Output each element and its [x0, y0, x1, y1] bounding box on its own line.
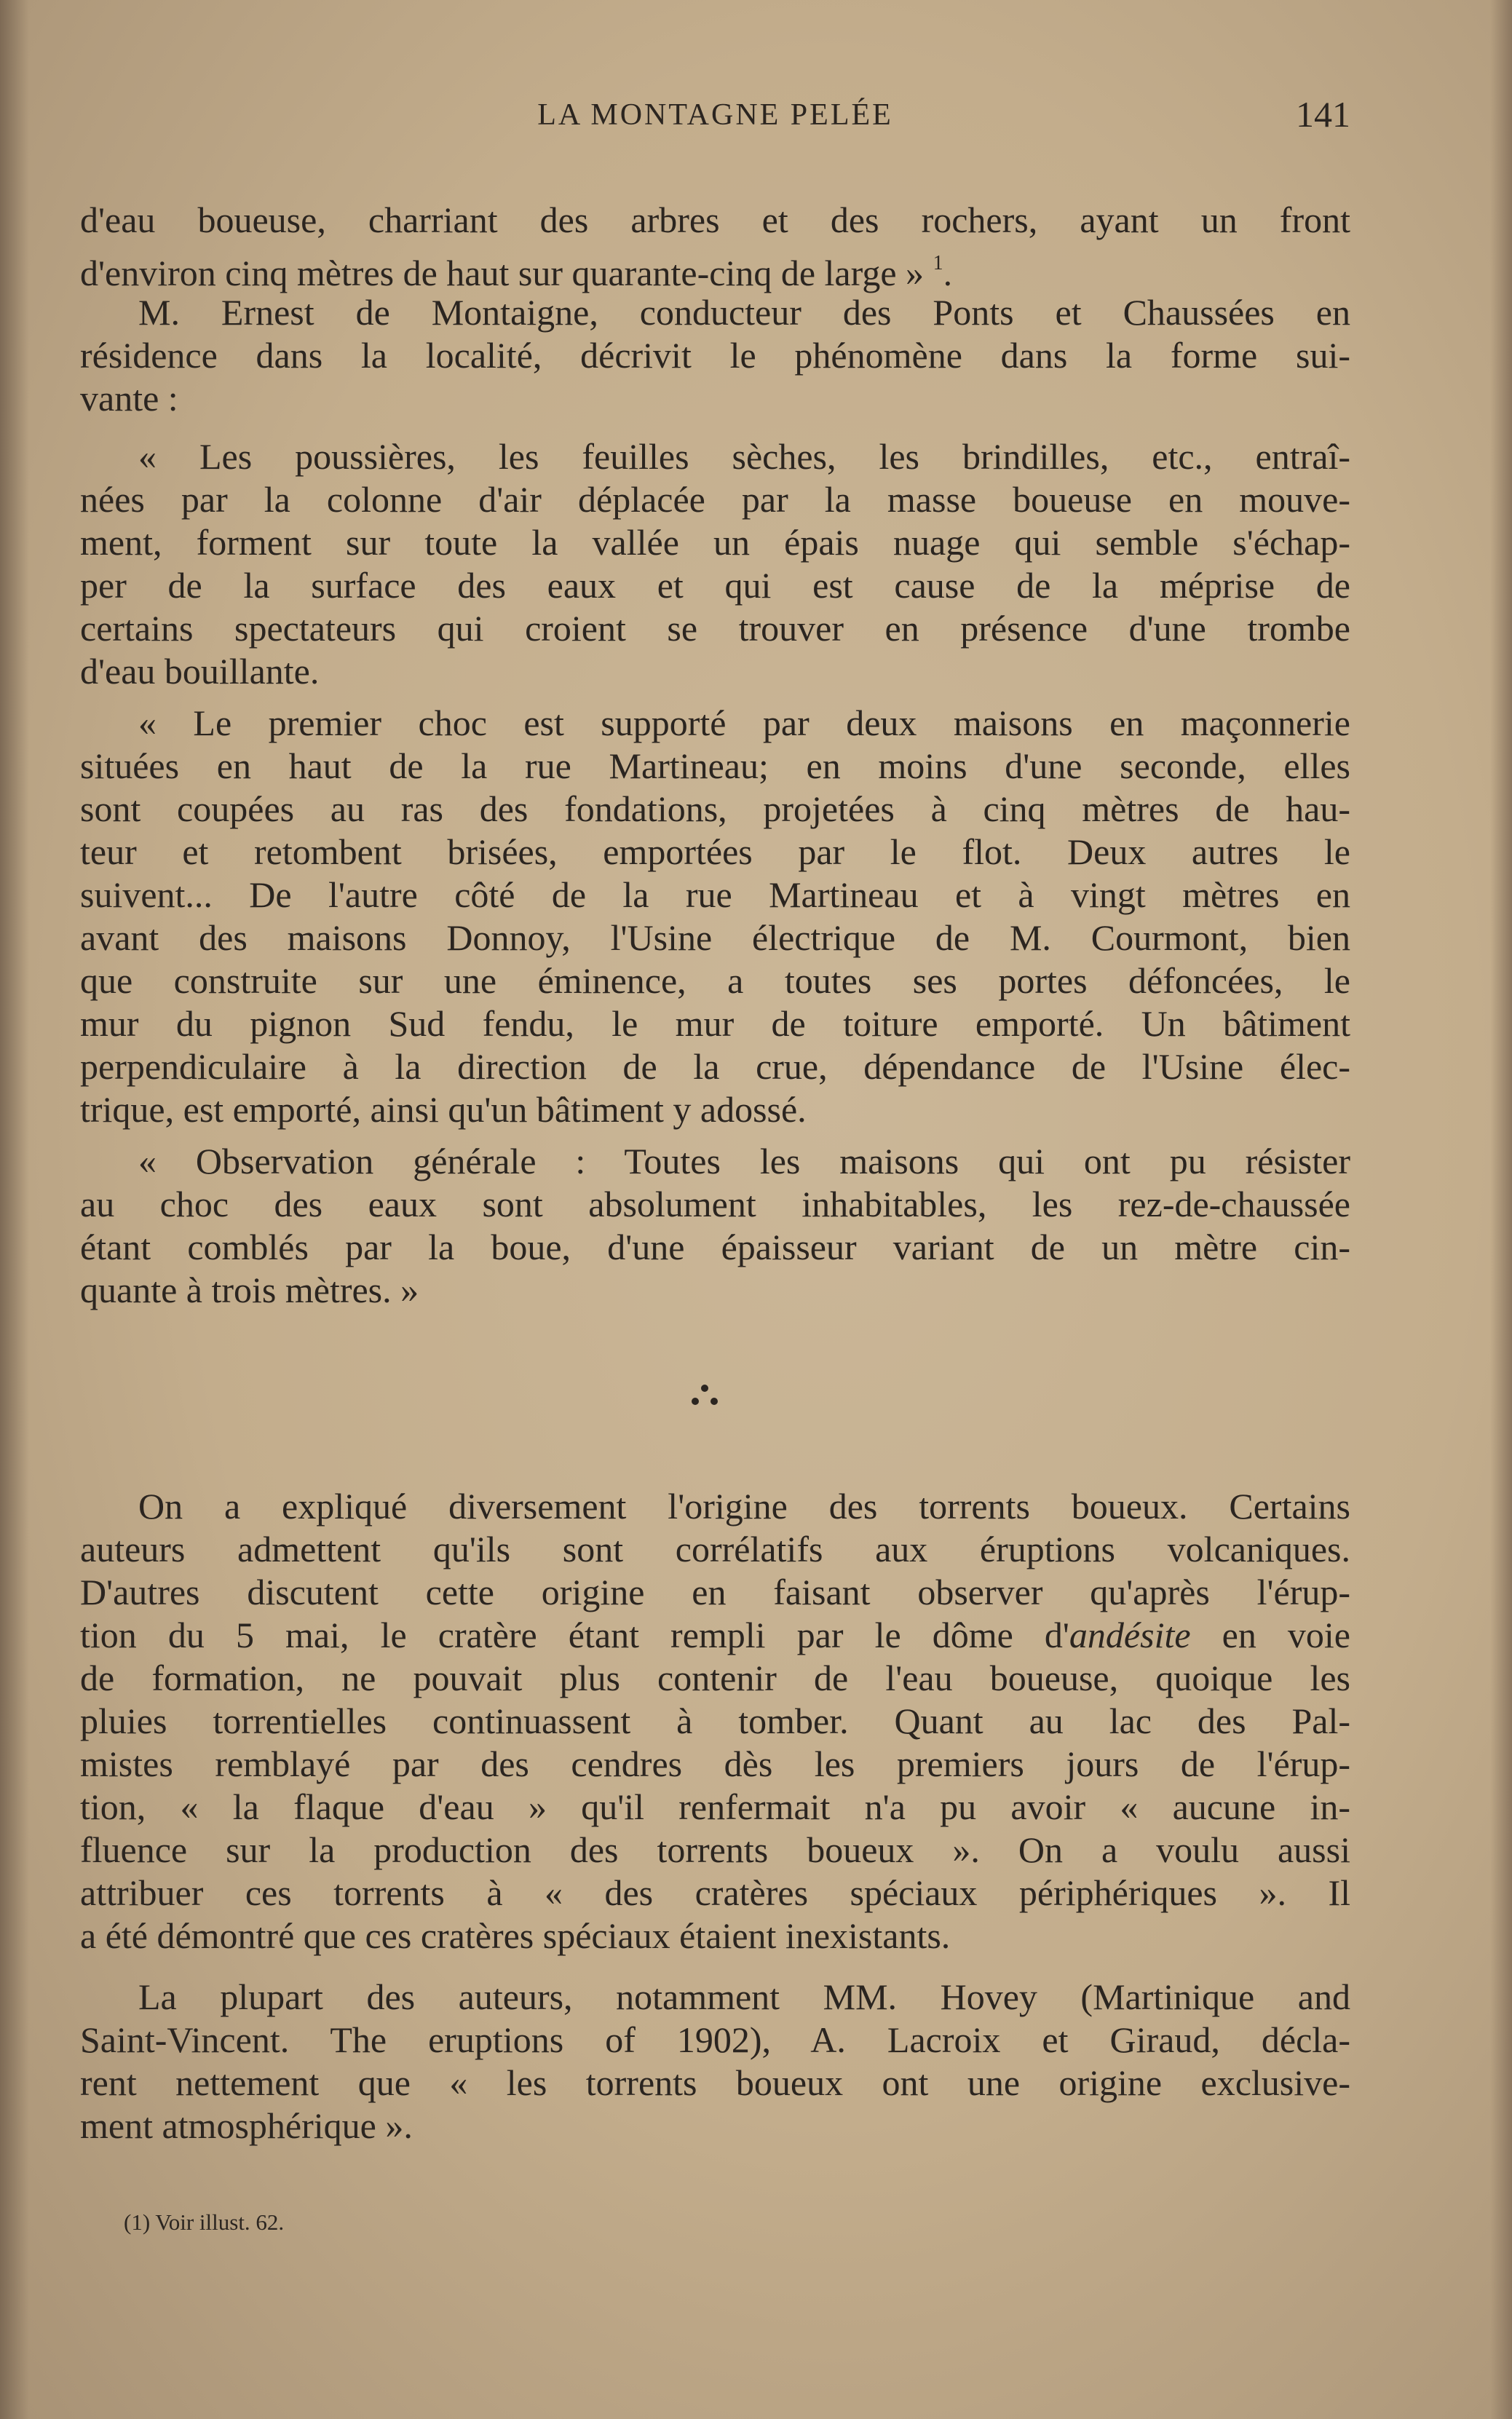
text-segment: en voie: [1190, 1615, 1351, 1655]
page-header: [80, 93, 1350, 140]
text-line: d'eau boueuse, charriant des arbres et des rochers, ayant un front: [80, 199, 1350, 240]
footnote-reference: 1: [933, 252, 943, 274]
paragraph: [80, 702, 1350, 1131]
text-line: résidence dans la localité, décrivit le phénomène dans la forme sui-: [80, 335, 1350, 376]
italic-term: andésite: [1069, 1615, 1191, 1655]
text-line: suivent... De l'autre côté de la rue Martineau et à vingt mètres en: [80, 874, 1350, 915]
text-segment: tion du 5 mai, le cratère étant rempli par le dôme d': [80, 1615, 1069, 1655]
paragraph: [80, 1140, 1350, 1312]
paragraph: [80, 199, 1350, 293]
text-line: certains spectateurs qui croient se trouver en présence d'une trombe: [80, 608, 1350, 649]
text-line: teur et retombent brisées, emportées par le flot. Deux autres le: [80, 831, 1350, 872]
text-line: sont coupées au ras des fondations, projetées à cinq mètres de hau-: [80, 788, 1350, 829]
footnote: (1) Voir illust. 62.: [124, 2209, 285, 2235]
text-line: auteurs admettent qu'ils sont corrélatifs aux éruptions volcaniques.: [80, 1529, 1350, 1569]
text-line: au choc des eaux sont absolument inhabitables, les rez-de-chaussée: [80, 1184, 1350, 1224]
text-line: situées en haut de la rue Martineau; en moins d'une seconde, elles: [80, 745, 1350, 786]
text-line: avant des maisons Donnoy, l'Usine électrique de M. Courmont, bien: [80, 917, 1350, 958]
text-line: étant comblés par la boue, d'une épaisseur variant de un mètre cin-: [80, 1227, 1350, 1267]
text-line: tion, « la flaque d'eau » qu'il renfermait n'a pu avoir « aucune in-: [80, 1786, 1350, 1827]
text-line: que construite sur une éminence, a toutes ses portes défoncées, le: [80, 960, 1350, 1001]
text-segment: d'environ cinq mètres de haut sur quarante-cinq de large »: [80, 253, 933, 293]
asterism-dot: [692, 1398, 699, 1405]
text-line: d'eau bouillante.: [80, 651, 320, 692]
text-line: attribuer ces torrents à « des cratères spéciaux périphériques ». Il: [80, 1872, 1350, 1913]
running-title: LA MONTAGNE PELÉE: [537, 98, 893, 132]
text-line: trique, est emporté, ainsi qu'un bâtiment y adossé.: [80, 1089, 807, 1130]
text-line: [80, 1614, 1350, 1657]
text-line: D'autres discutent cette origine en faisant observer qu'après l'érup-: [80, 1572, 1350, 1612]
text-line: [80, 242, 1350, 293]
text-line: « Le premier choc est supporté par deux maisons en maçonnerie: [138, 702, 1350, 743]
text-line: per de la surface des eaux et qui est cause de la méprise de: [80, 565, 1350, 606]
page-edge-shadow-right: [1490, 0, 1512, 2419]
asterism-dot: [701, 1385, 708, 1392]
text-line: quante à trois mètres. »: [80, 1270, 419, 1310]
text-line: « Les poussières, les feuilles sèches, les brindilles, etc., entraî-: [138, 436, 1350, 477]
paragraph: [80, 1976, 1350, 2147]
paragraph: [80, 435, 1350, 693]
text-line: On a expliqué diversement l'origine des torrents boueux. Certains: [138, 1486, 1350, 1527]
text-line: Saint-Vincent. The eruptions of 1902), A. Lacroix et Giraud, décla-: [80, 2019, 1350, 2060]
text-line: rent nettement que « les torrents boueux ont une origine exclusive-: [80, 2062, 1350, 2103]
text-line: fluence sur la production des torrents boueux ». On a voulu aussi: [80, 1829, 1350, 1870]
text-line: a été démontré que ces cratères spéciaux étaient inexistants.: [80, 1915, 951, 1956]
text-line: nées par la colonne d'air déplacée par la masse boueuse en mouve-: [80, 479, 1350, 520]
page-number: 141: [1296, 94, 1350, 135]
asterism-dot: [711, 1398, 718, 1405]
text-line: perpendiculaire à la direction de la crue, dépendance de l'Usine élec-: [80, 1046, 1350, 1087]
text-line: M. Ernest de Montaigne, conducteur des Ponts et Chaussées en: [138, 292, 1350, 333]
paragraph: [80, 291, 1350, 420]
text-line: mistes remblayé par des cendres dès les premiers jours de l'érup-: [80, 1743, 1350, 1784]
page-edge-shadow-left: [0, 0, 29, 2419]
text-line: de formation, ne pouvait plus contenir de l'eau boueuse, quoique les: [80, 1658, 1350, 1698]
text-line: mur du pignon Sud fendu, le mur de toiture emporté. Un bâtiment: [80, 1003, 1350, 1044]
section-break-asterism: [683, 1376, 727, 1420]
text-line: vante :: [80, 378, 178, 419]
paragraph: [80, 1485, 1350, 1957]
text-segment: .: [943, 253, 953, 293]
text-line: ment, forment sur toute la vallée un épais nuage qui semble s'échap-: [80, 522, 1350, 563]
text-line: pluies torrentielles continuassent à tomber. Quant au lac des Pal-: [80, 1701, 1350, 1741]
text-line: ment atmosphérique ».: [80, 2105, 413, 2146]
text-line: La plupart des auteurs, notamment MM. Hovey (Martinique and: [138, 1976, 1350, 2017]
text-line: « Observation générale : Toutes les maisons qui ont pu résister: [138, 1141, 1350, 1181]
